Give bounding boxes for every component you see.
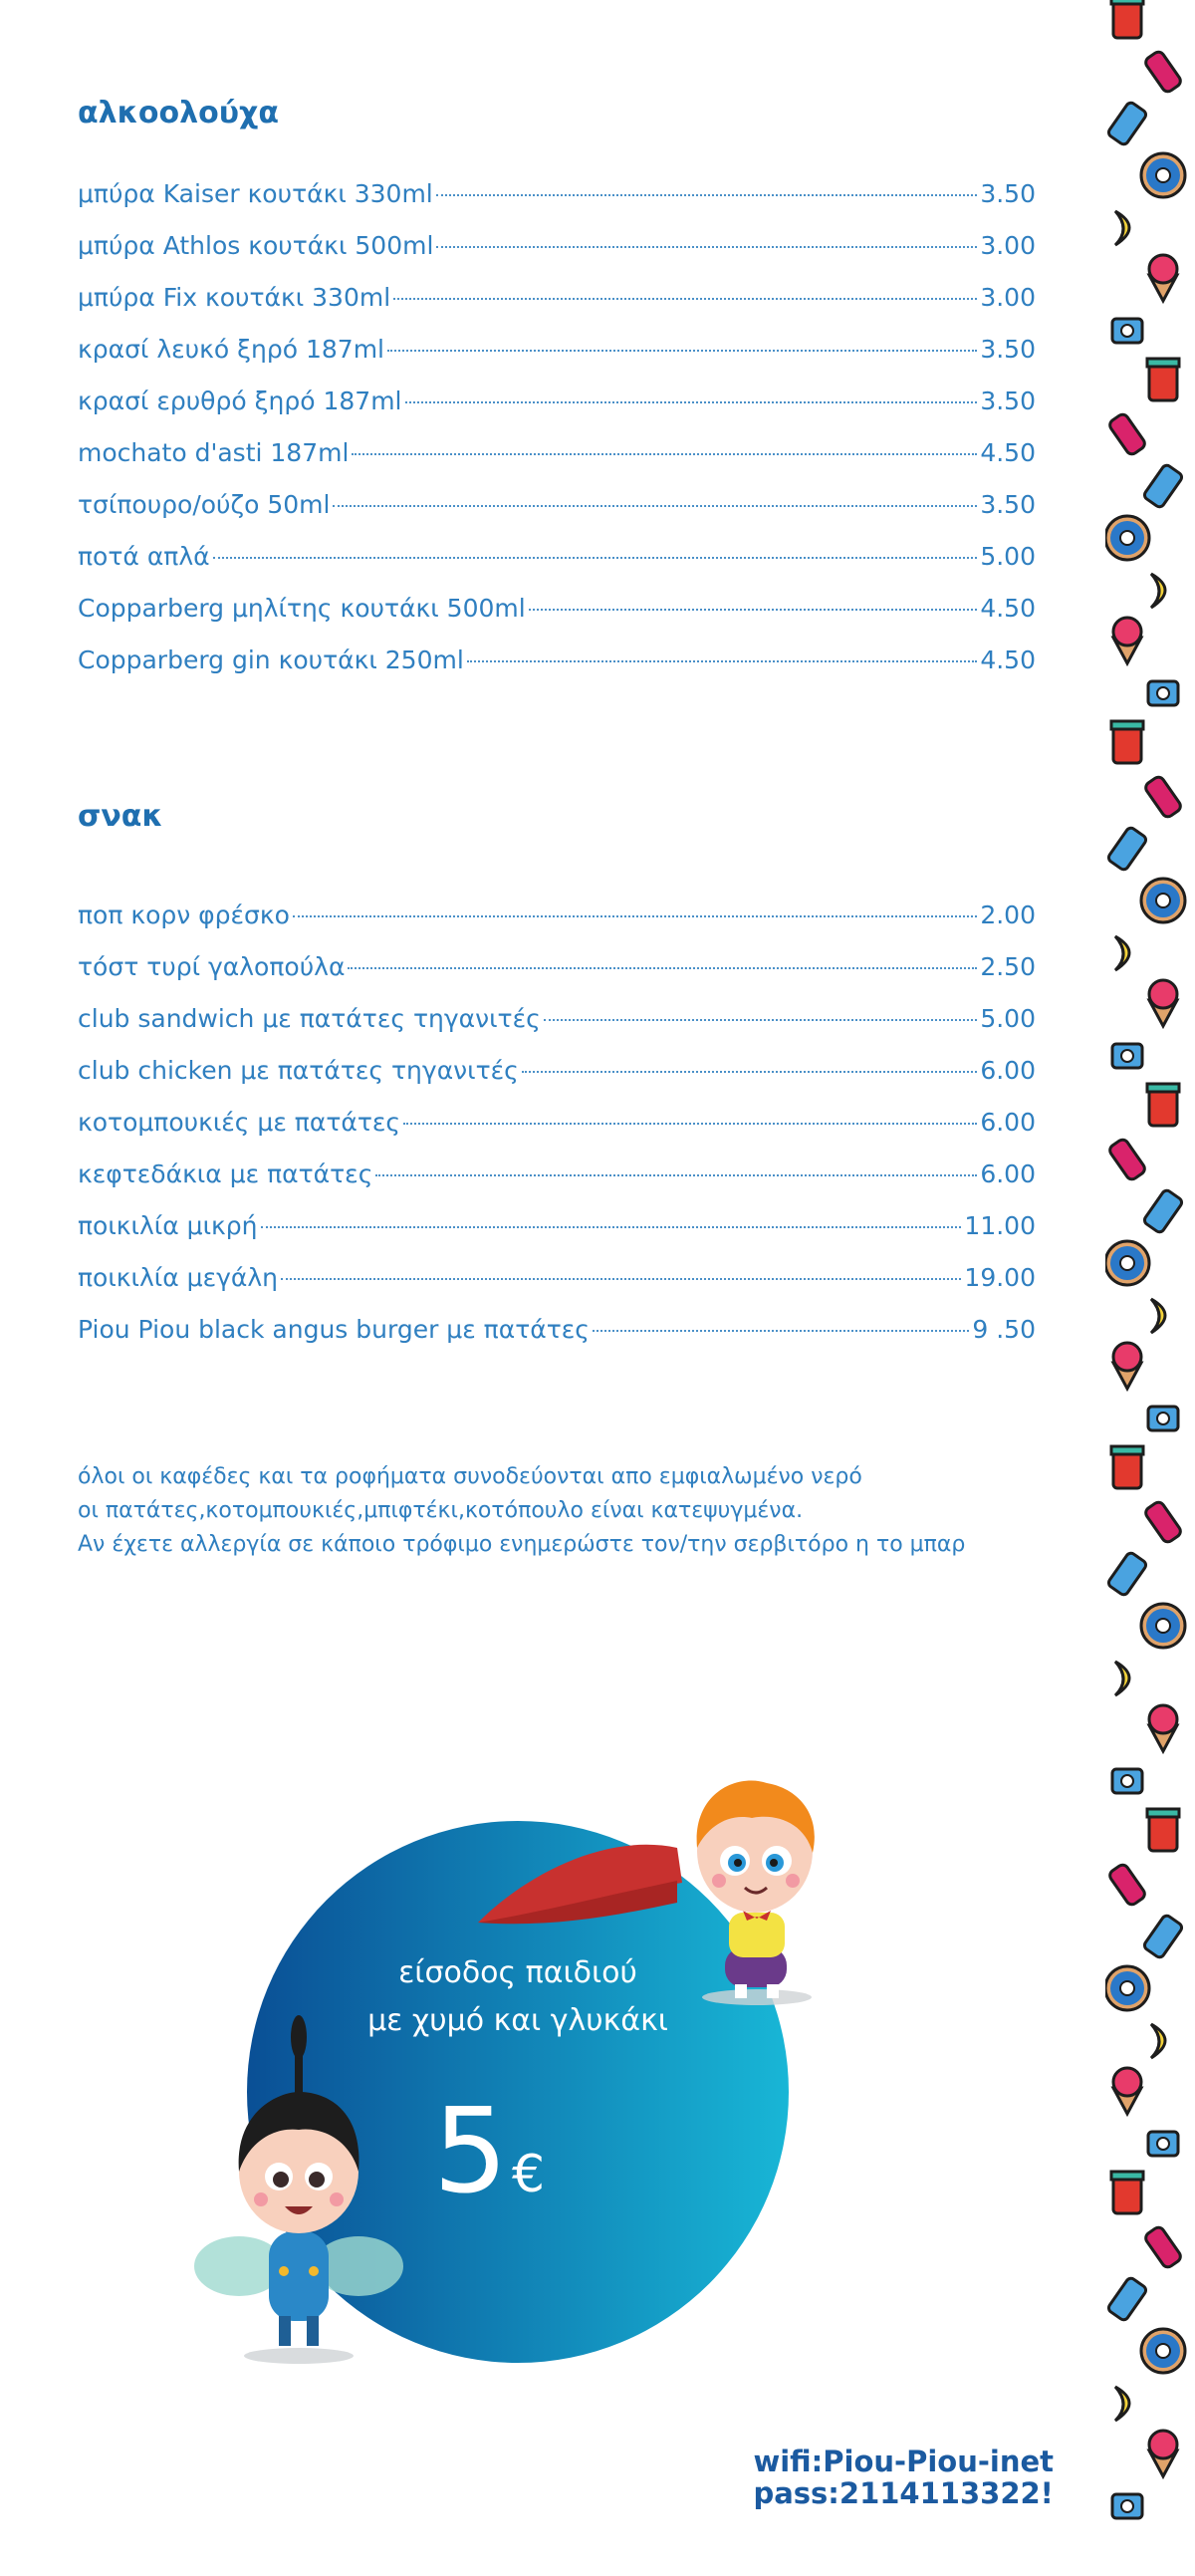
item-name: Piou Piou black angus burger με πατάτες	[78, 1315, 590, 1344]
promo-graphic	[179, 1753, 856, 2371]
ice-cream-icon	[1113, 1343, 1141, 1389]
dot-leader	[375, 1174, 977, 1176]
item-price: 4.50	[980, 594, 1036, 623]
dot-leader	[544, 1019, 978, 1021]
item-price: 3.00	[980, 231, 1036, 260]
dot-leader	[352, 453, 977, 455]
food-icon-strip	[1105, 0, 1195, 2572]
item-price: 4.50	[980, 438, 1036, 467]
item-name: τσίπουρο/ούζο 50ml	[78, 490, 331, 519]
soda-bottle-icon	[1107, 412, 1146, 456]
ice-cream-icon	[1149, 1705, 1177, 1751]
dot-leader	[393, 298, 977, 300]
menu-item	[78, 231, 1036, 283]
dot-leader	[261, 1226, 962, 1228]
item-name: ποπ κορν φρέσκο	[78, 901, 290, 929]
menu-list-alcohol	[78, 179, 1036, 697]
promo-line2: με χυμό και γλυκάκι	[367, 2003, 668, 2038]
item-price: 3.50	[980, 179, 1036, 208]
dot-leader	[593, 1330, 969, 1332]
section-title-snacks: σνακ	[78, 799, 163, 834]
item-name: Copparberg gin κουτάκι 250ml	[78, 645, 464, 674]
decorative-food-pattern	[1105, 0, 1195, 2572]
dot-leader	[405, 401, 978, 403]
donut-icon	[1141, 1604, 1185, 1648]
soda-bottle-icon	[1107, 1863, 1146, 1907]
dot-leader	[529, 609, 978, 611]
donut-icon	[1105, 516, 1149, 560]
juice-cup-icon	[1111, 2172, 1143, 2213]
item-price: 3.00	[980, 283, 1036, 312]
dot-leader	[467, 660, 978, 662]
menu-item	[78, 386, 1036, 438]
notes	[78, 1460, 965, 1562]
dot-leader	[333, 505, 977, 507]
item-name: μπύρα Fix κουτάκι 330ml	[78, 283, 391, 312]
menu-item	[78, 438, 1036, 490]
dot-leader	[403, 1123, 977, 1125]
dot-leader	[348, 967, 977, 969]
item-name: ποικιλία μικρή	[78, 1211, 258, 1240]
item-name: κρασί ερυθρό ξηρό 187ml	[78, 386, 402, 415]
donut-icon	[1105, 1966, 1149, 2010]
water-bottle-icon	[1143, 1188, 1184, 1233]
dot-leader	[522, 1071, 977, 1073]
wifi-info	[753, 2446, 1054, 2509]
camera-icon	[1148, 2132, 1178, 2156]
item-price: 11.00	[964, 1211, 1036, 1240]
water-bottle-icon	[1107, 826, 1148, 871]
menu-item	[78, 1263, 1036, 1315]
ice-cream-icon	[1149, 2431, 1177, 2476]
menu-item	[78, 179, 1036, 231]
dot-leader	[213, 557, 978, 559]
menu-list-snacks	[78, 901, 1036, 1367]
camera-icon	[1148, 1407, 1178, 1430]
item-name: μπύρα Kaiser κουτάκι 330ml	[78, 179, 433, 208]
item-price: 6.00	[980, 1159, 1036, 1188]
section-title-alcohol: αλκοολούχα	[78, 96, 279, 130]
item-price: 6.00	[980, 1108, 1036, 1137]
menu-item	[78, 335, 1036, 386]
juice-cup-icon	[1147, 1084, 1179, 1126]
promo-line1: είσοδος παιδιού	[398, 1955, 637, 1990]
ice-cream-icon	[1113, 618, 1141, 663]
dot-leader	[387, 350, 977, 352]
wifi-password: pass:2114113322!	[753, 2476, 1054, 2510]
item-price: 5.00	[980, 1004, 1036, 1033]
donut-icon	[1141, 2329, 1185, 2373]
menu-item	[78, 1056, 1036, 1108]
juice-cup-icon	[1111, 1446, 1143, 1488]
item-price: 5.00	[980, 542, 1036, 571]
item-name: club chicken με πατάτες τηγανιτές	[78, 1056, 519, 1085]
item-price: 6.00	[980, 1056, 1036, 1085]
item-price: 3.50	[980, 335, 1036, 364]
note-line: οι πατάτες,κοτομπουκιές,μπιφτέκι,κοτόπουλο είναι κατεψυγμένα.	[78, 1498, 804, 1523]
note-line: Αν έχετε αλλεργία σε κάποιο τρόφιμο ενημερώστε τον/την σερβιτόρο η το μπαρ	[78, 1532, 966, 1557]
soda-bottle-icon	[1143, 2225, 1182, 2269]
dot-leader	[436, 194, 978, 196]
camera-icon	[1148, 681, 1178, 705]
ice-cream-icon	[1113, 2068, 1141, 2114]
dot-leader	[436, 246, 977, 248]
menu-item	[78, 1315, 1036, 1367]
water-bottle-icon	[1107, 1551, 1148, 1596]
camera-icon	[1112, 2494, 1142, 2518]
kids-entry-promo	[179, 1753, 856, 2371]
banana-icon	[1151, 2024, 1165, 2058]
banana-icon	[1115, 936, 1129, 970]
donut-icon	[1105, 1241, 1149, 1285]
menu-item	[78, 283, 1036, 335]
menu-item	[78, 542, 1036, 594]
item-name: ποτά απλά	[78, 542, 210, 571]
soda-bottle-icon	[1143, 1500, 1182, 1544]
dot-leader	[281, 1278, 961, 1280]
donut-icon	[1141, 879, 1185, 922]
donut-icon	[1141, 153, 1185, 197]
menu-item	[78, 490, 1036, 542]
item-price: 3.50	[980, 386, 1036, 415]
menu-item	[78, 1211, 1036, 1263]
banana-icon	[1115, 211, 1129, 245]
item-price: 4.50	[980, 645, 1036, 674]
ice-cream-icon	[1149, 255, 1177, 301]
item-name: club sandwich με πατάτες τηγανιτές	[78, 1004, 541, 1033]
promo-currency: €	[512, 2145, 546, 2204]
item-price: 2.50	[980, 952, 1036, 981]
banana-icon	[1115, 2387, 1129, 2421]
dot-leader	[293, 915, 977, 917]
juice-cup-icon	[1111, 0, 1143, 38]
menu-item	[78, 1108, 1036, 1159]
juice-cup-icon	[1111, 721, 1143, 763]
menu-item	[78, 645, 1036, 697]
menu-item	[78, 1159, 1036, 1211]
item-name: κεφτεδάκια με πατάτες	[78, 1159, 373, 1188]
water-bottle-icon	[1107, 2276, 1148, 2321]
banana-icon	[1115, 1662, 1129, 1695]
camera-icon	[1112, 1044, 1142, 1068]
item-price: 9 .50	[972, 1315, 1036, 1344]
camera-icon	[1112, 319, 1142, 343]
item-name: mochato d'asti 187ml	[78, 438, 350, 467]
promo-price: 5	[432, 2082, 508, 2219]
item-name: ποικιλία μεγάλη	[78, 1263, 279, 1292]
water-bottle-icon	[1107, 101, 1148, 145]
item-price: 2.00	[980, 901, 1036, 929]
soda-bottle-icon	[1143, 775, 1182, 819]
menu-item	[78, 952, 1036, 1004]
wifi-network: wifi:Piou-Piou-inet	[753, 2445, 1054, 2478]
banana-icon	[1151, 574, 1165, 608]
item-name: Copparberg μηλίτης κουτάκι 500ml	[78, 594, 526, 623]
item-name: τόστ τυρί γαλοπούλα	[78, 952, 346, 981]
item-name: κοτομπουκιές με πατάτες	[78, 1108, 401, 1137]
soda-bottle-icon	[1143, 50, 1182, 94]
item-name: κρασί λευκό ξηρό 187ml	[78, 335, 384, 364]
ice-cream-icon	[1149, 980, 1177, 1026]
menu-item	[78, 901, 1036, 952]
menu-item	[78, 594, 1036, 645]
juice-cup-icon	[1147, 1809, 1179, 1851]
banana-icon	[1151, 1299, 1165, 1333]
item-name: μπύρα Athlos κουτάκι 500ml	[78, 231, 434, 260]
juice-cup-icon	[1147, 359, 1179, 400]
water-bottle-icon	[1143, 463, 1184, 508]
item-price: 19.00	[964, 1263, 1036, 1292]
item-price: 3.50	[980, 490, 1036, 519]
menu-item	[78, 1004, 1036, 1056]
note-line: όλοι οι καφέδες και τα ροφήματα συνοδεύονται απο εμφιαλωμένο νερό	[78, 1464, 862, 1489]
water-bottle-icon	[1143, 1914, 1184, 1958]
soda-bottle-icon	[1107, 1138, 1146, 1181]
camera-icon	[1112, 1769, 1142, 1793]
